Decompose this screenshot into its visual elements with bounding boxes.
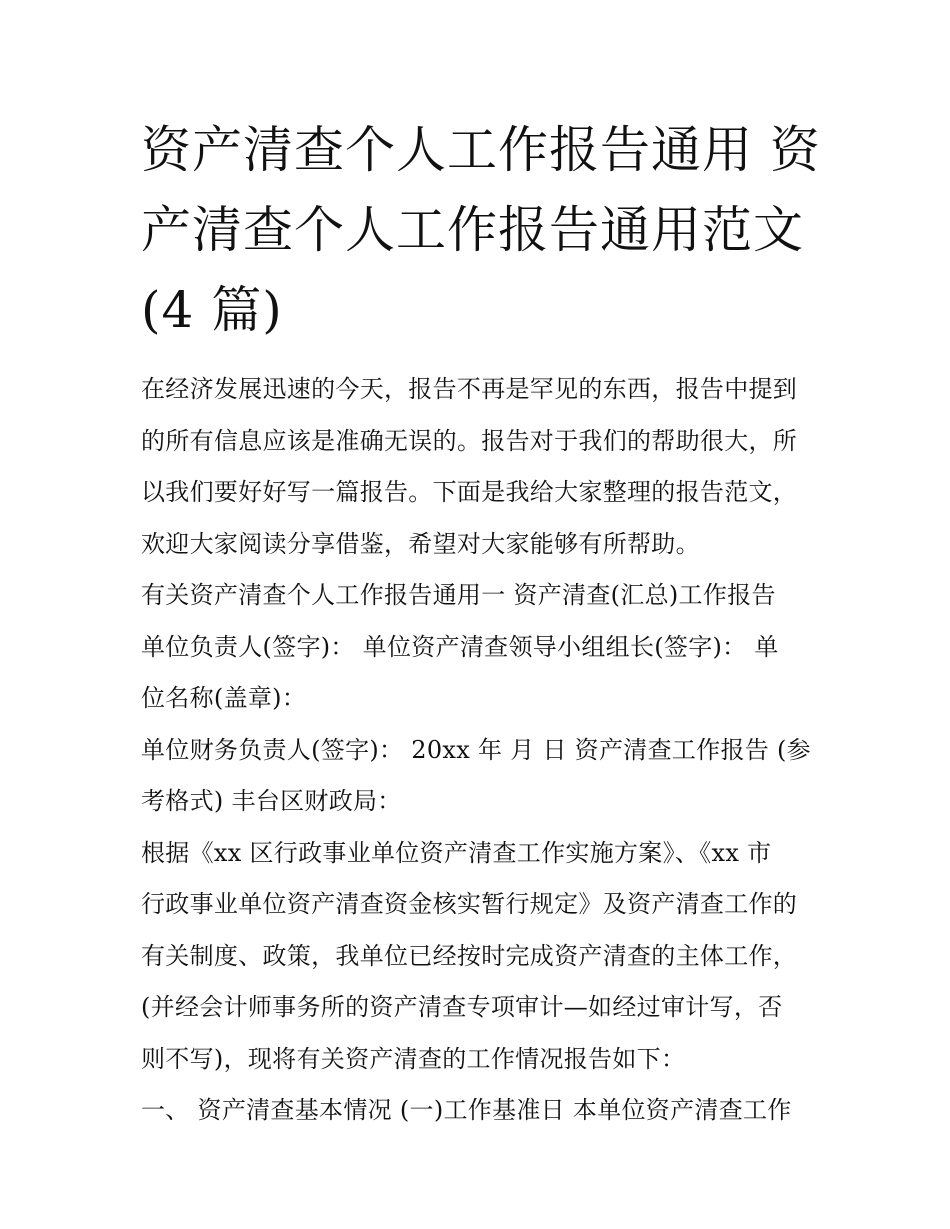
section-one-heading: 一、 资产清查基本情况 (一)工作基准日 本单位资产清查工作 — [141, 1096, 792, 1124]
signature-line-1: 单位负责人(签字)： 单位资产清查领导小组组长(签字)： 单 位名称(盖章)： — [141, 632, 779, 712]
report-heading: 有关资产清查个人工作报告通用一 资产清查(汇总)工作报告 — [141, 581, 776, 609]
document-body — [141, 364, 821, 1137]
document-title: 资产清查个人工作报告通用 资 产清查个人工作报告通用范文 (4 篇) — [141, 121, 821, 339]
intro-paragraph: 在经济发展迅速的今天，报告不再是罕见的东西，报告中提到 的所有信息应该是准确无误的。报告对于我们的帮助很大，所 以我们要好好写一篇报告。下面是我给大家整理的报告范文， 欢迎大家阅读分享借鉴，希望对大家能够有所帮助。 — [141, 375, 798, 558]
signature-line-2: 单位财务负责人(签字)： 20xx 年 月 日 资产清查工作报告 (参 考格式) 丰台区财政局： — [141, 735, 811, 815]
document-page — [141, 110, 821, 1137]
basis-paragraph: 根据《xx 区行政事业单位资产清查工作实施方案》、《xx 市 行政事业单位资产清查资金核实暂行规定》及资产清查工作的 有关制度、政策，我单位已经按时完成资产清查的主体工作， (并经会计师事务所的资产清查专项审计—如经过审计写，否 则不写)，现将有关资产清查的工作情况报告如下： — [141, 838, 798, 1073]
